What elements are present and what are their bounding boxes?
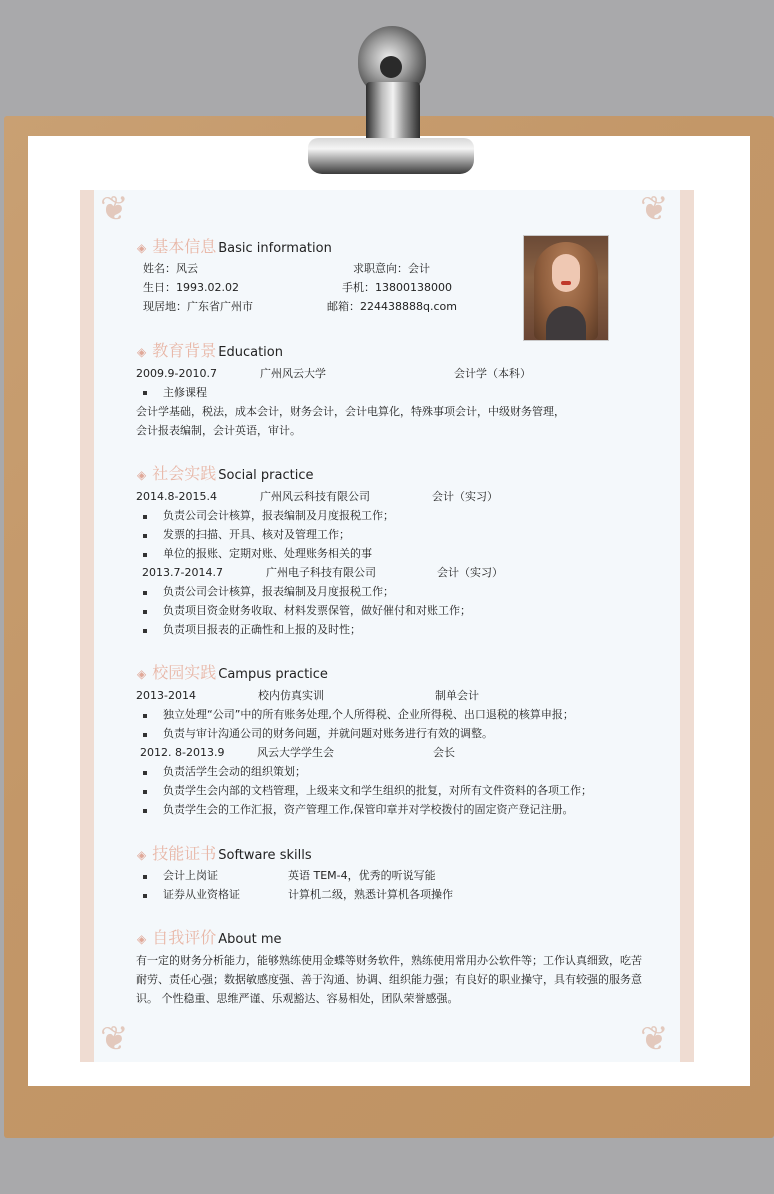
list-item: 负责项目资金财务收取、材料发票保管，做好催付和对账工作； [163,604,471,617]
section-basic-heading: ◈ 基本信息 Basic information [137,237,332,256]
education-major: 会计学（本科） [454,367,531,380]
intent-field: 求职意向：会计 [353,262,430,275]
section-skills-heading: ◈ 技能证书 Software skills [137,844,312,863]
bullet-icon [143,790,147,794]
skill-name: 证券从业资格证 [163,888,240,901]
phone-field: 手机：13800138000 [342,281,452,294]
list-item: 发票的扫描、开具、核对及管理工作； [163,528,350,541]
section-about-heading: ◈ 自我评价 About me [137,928,282,947]
campus-org: 校内仿真实训 [258,689,324,702]
list-item: 负责公司会计核算，报表编制及月度报税工作； [163,585,394,598]
bullet-icon [143,714,147,718]
list-item: 负责公司会计核算，报表编制及月度报税工作； [163,509,394,522]
email-field: 邮箱：224438888q.com [327,300,457,313]
list-item: 负责学生会内部的文档管理，上级来文和学生组织的批复，对所有文件资料的各项工作； [163,784,592,797]
courses-text: 会计报表编制，会计英语，审计。 [136,424,301,437]
diamond-icon: ◈ [137,667,147,681]
courses-label: 主修课程 [163,386,207,399]
bullet-icon [143,875,147,879]
diamond-icon: ◈ [137,345,147,359]
job-period: 2013.7-2014.7 [142,566,223,579]
section-campus-heading: ◈ 校园实践 Campus practice [137,663,328,682]
ornament-icon: ❦ [640,189,669,229]
list-item: 负责与审计沟通公司的财务问题，并就问题对账务进行有效的调整。 [163,727,493,740]
list-item: 单位的报账、定期对账、处理账务相关的事 [163,547,372,560]
bullet-icon [143,515,147,519]
education-period: 2009.9-2010.7 [136,367,217,380]
campus-role: 制单会计 [435,689,479,702]
campus-period: 2012. 8-2013.9 [140,746,225,759]
about-text: 有一定的财务分析能力，能够熟练使用金蝶等财务软件，熟练使用常用办公软件等；工作认真细致，吃苦 [136,954,642,967]
job-company: 广州风云科技有限公司 [260,490,370,503]
bullet-icon [143,610,147,614]
bullet-icon [143,553,147,557]
bullet-icon [143,391,147,395]
campus-role: 会长 [433,746,455,759]
skill-name: 会计上岗证 [163,869,218,882]
list-item: 负责学生会的工作汇报，资产管理工作,保管印章并对学校拨付的固定资产登记注册。 [163,803,574,816]
section-social-heading: ◈ 社会实践 Social practice [137,464,314,483]
diamond-icon: ◈ [137,241,147,255]
list-item: 独立处理“公司”中的所有账务处理,个人所得税、企业所得税、出口退税的核算申报； [163,708,574,721]
ornament-icon: ❦ [100,1019,129,1059]
bullet-icon [143,771,147,775]
about-text: 耐劳、责任心强；数据敏感度强、善于沟通、协调、组织能力强；有良好的职业操守，具有较强的服务意 [136,973,642,986]
binder-clip [308,26,474,176]
skill-desc: 计算机二级，熟悉计算机各项操作 [288,888,453,901]
list-item: 负责活学生会动的组织策划； [163,765,306,778]
bullet-icon [143,591,147,595]
job-company: 广州电子科技有限公司 [266,566,376,579]
residence-field: 现居地：广东省广州市 [143,300,253,313]
education-school: 广州风云大学 [260,367,326,380]
job-role: 会计（实习） [432,490,498,503]
diamond-icon: ◈ [137,932,147,946]
birth-field: 生日：1993.02.02 [143,281,239,294]
campus-period: 2013-2014 [136,689,196,702]
campus-org: 风云大学学生会 [257,746,334,759]
ornament-icon: ❦ [640,1019,669,1059]
list-item: 负责项目报表的正确性和上报的及时性； [163,623,361,636]
bullet-icon [143,809,147,813]
diamond-icon: ◈ [137,848,147,862]
name-field: 姓名：风云 [143,262,198,275]
about-text: 识。 个性稳重、思维严谨、乐观豁达、容易相处，团队荣誉感强。 [136,992,459,1005]
job-period: 2014.8-2015.4 [136,490,217,503]
courses-text: 会计学基础，税法，成本会计，财务会计，会计电算化，特殊事项会计，中级财务管理， [136,405,565,418]
section-education-heading: ◈ 教育背景 Education [137,341,283,360]
profile-photo [523,235,609,341]
job-role: 会计（实习） [437,566,503,579]
bullet-icon [143,534,147,538]
bullet-icon [143,733,147,737]
bullet-icon [143,894,147,898]
ornament-icon: ❦ [100,189,129,229]
diamond-icon: ◈ [137,468,147,482]
skill-desc: 英语 TEM-4，优秀的听说写能 [288,869,436,882]
bullet-icon [143,629,147,633]
